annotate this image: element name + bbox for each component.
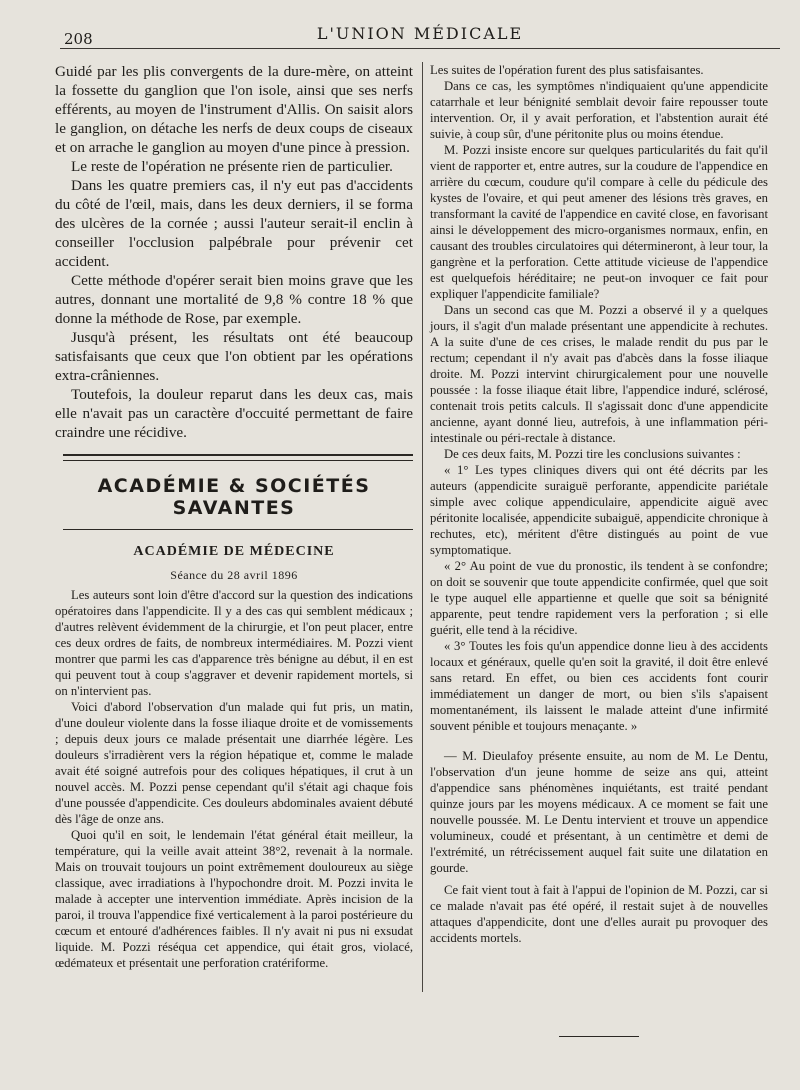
page-number: 208	[64, 30, 93, 48]
paragraph: Toutefois, la douleur reparut dans les deux cas, mais elle n'avait pas un caractère d'occuité permettant de faire craindre une récidive.	[55, 386, 413, 441]
right-column	[430, 62, 768, 1037]
paragraph: Guidé par les plis convergents de la dure-mère, on atteint la fossette du ganglion que l'on isole, ainsi que ses nerfs efférents, au moyen de l'instrument d'Allis. On saisit alors le ganglion, on détache les nerfs de deux coups de ciseaux et on arrache le ganglion au moyen d'une pince à pression.	[55, 63, 413, 156]
running-title: L'UNION MÉDICALE	[316, 24, 524, 43]
paragraph: Dans les quatre premiers cas, il n'y eut pas d'accidents du côté de l'œil, mais, dans les deux derniers, il se forma des ulcères de la cornée ; aussi l'auteur serait-il enclin à conseiller l'occlusion palpébrale pour prévenir cet accident.	[55, 177, 413, 270]
paragraph: — M. Dieulafoy présente ensuite, au nom de M. Le Dentu, l'observation d'un jeune homme de seize ans qui, atteint d'appendice sans phénomènes inquiétants, est traité pendant quinze jours par les moyens médicaux. A ce moment se fait une nouvelle poussée. M. Le Dentu intervient et trouve un appendice volumineux, coudé et présentant, à un centimètre et demi de l'extrémité, un rétrécissement auquel fait suite une dilatation en gourde.	[430, 749, 768, 875]
section-rule	[63, 454, 413, 461]
section-title: ACADÉMIE & SOCIÉTÉS SAVANTES	[97, 475, 371, 519]
paragraph: Le reste de l'opération ne présente rien de particulier.	[71, 158, 393, 175]
paragraph: Cette méthode d'opérer serait bien moins grave que les autres, donnant une mortalité de 9,8 % contre 18 % que donne la méthode de Rose, par exemple.	[55, 272, 413, 327]
paragraph: Les auteurs sont loin d'être d'accord sur la question des indications opératoires dans l'appendicite. Il y a des cas qui semblent médicaux ; d'autres relèvent évidemment de la chirurgie, et l'on peut placer, entre ces deux ordres de faits, de nombreux intermédiaires. M. Pozzi vient montrer que parmi les cas d'apparence très bénigne au début, il en est qui peuvent tout à coup s'aggraver et devenir rapidement mortels, si on n'intervient pas.	[55, 588, 413, 698]
paragraph: Dans un second cas que M. Pozzi a observé il y a quelques jours, il s'agit d'un malade présentant une appendicite à rechutes. A la suite d'une de ces crises, le malade rendit du pus par le rectum; cependant il n'y avait pas d'abcès dans la fosse iliaque droite. M. Pozzi intervint chirurgicalement pour une nouvelle poussée : la fosse iliaque était libre, l'appendice induré, sclérosé, contenait trois petits calculs. Il s'agissait donc d'une appendicite ancienne, ayant donné lieu, autrefois, à une inflammation péri-intestinale ou péri-rectale à distance.	[430, 303, 768, 445]
paragraph: Dans ce cas, les symptômes n'indiquaient qu'une appendicite catarrhale et leur bénignité semblait devoir faire repousser toute intervention. Or, il y avait perforation, et l'abstention aurait été suivie, à coup sûr, d'une péritonite plus ou moins étendue.	[430, 79, 768, 141]
paragraph: « 3° Toutes les fois qu'un appendice donne lieu à des accidents locaux et généraux, quelle qu'en soit la gravité, il doit être enlevé sans retard. En effet, ou bien ces accidents font courir immédiatement un danger de mort, ou bien s'ils s'apaisent momentanément, ils laissent le malade atteint d'une infirmité souvent pénible et toujours menaçante. »	[430, 639, 768, 733]
paragraph: Ce fait vient tout à fait à l'appui de l'opinion de M. Pozzi, car si ce malade n'avait pas été opéré, il restait sujet à de nouvelles attaques d'appendicite, dont une d'elles aurait pu provoquer des accidents mortels.	[430, 883, 768, 945]
paragraph: Quoi qu'il en soit, le lendemain l'état général était meilleur, la température, qui la veille avait atteint 38°2, revenait à la normale. Mais on trouvait toujours un point extrêmement douloureux au siège classique, avec irradiations à l'hypochondre droit. M. Pozzi invita le malade à accepter une intervention immédiate. Après incision de la paroi, il trouva l'appendice fixé verticalement à la paroi postérieure du cœcum et entouré d'adhérences faibles. Il n'y avait ni pus ni exsudat liquide. M. Pozzi réséqua cet appendice, qui était gros, violacé, œdémateux et présentait une perforation cratériforme.	[55, 828, 413, 970]
column-divider	[422, 62, 423, 992]
section-rule-thin	[63, 529, 413, 530]
left-column	[55, 62, 413, 971]
end-rule	[559, 1036, 639, 1037]
paragraph: Les suites de l'opération furent des plus satisfaisantes.	[430, 63, 704, 77]
paragraph: De ces deux faits, M. Pozzi tire les conclusions suivantes :	[444, 447, 741, 461]
paragraph: « 2° Au point de vue du pronostic, ils tendent à se confondre; on doit se souvenir que toute appendicite confirmée, quel que soit le type auquel elle appartienne et quelle que soit sa bénignité apparente, peut tendre rapidement vers la perforation ; si elle guérit, elle tend à la récidive.	[430, 559, 768, 637]
paragraph: Voici d'abord l'observation d'un malade qui fut pris, un matin, d'une douleur violente dans la fosse iliaque droite et de vomissements ; depuis deux jours ce malade présentait une diarrhée légère. Les douleurs s'irradièrent vers la région hépatique et, comme le malade avait été soigné autrefois pour des coliques hépatiques, il crut à un nouvel accès. M. Pozzi pense cependant qu'il s'était agi chaque fois d'une poussée d'appendicite. Ces douleurs abdominales avaient débuté dès l'âge de onze ans.	[55, 700, 413, 826]
sub-section-title: ACADÉMIE DE MÉDECINE	[133, 544, 335, 559]
page-header	[60, 18, 780, 49]
paragraph: Jusqu'à présent, les résultats ont été beaucoup satisfaisants que ceux que l'on obtient par les opérations extra-crâniennes.	[55, 329, 413, 384]
left-bottom-text	[55, 587, 413, 971]
paragraph: « 1° Les types cliniques divers qui ont été décrits par les auteurs (appendicite suraiguë perforante, appendicite pariétale simple avec colique appendiculaire, appendicite aiguë avec péritonite localisée, appendicite subaiguë, appendicite chronique à rechutes, etc), méritent d'être distingués au point de vue symptomatique.	[430, 463, 768, 557]
left-top-text	[55, 62, 413, 442]
session-date: Séance du 28 avril 1896	[170, 568, 298, 582]
paragraph: M. Pozzi insiste encore sur quelques particularités du fait qu'il vient de rapporter et, entre autres, sur la coudure de l'appendice en arrière du cœcum, coudure qu'il compare à celle du pédicule des kystes de l'ovaire, et qui peut amener des lésions très graves, en transformant la cavité de l'appendice en cavité close, en favorisant ainsi le développement des micro-organismes normaux, enfin, en causant des troubles circulatoires qui détermineront, à leur tour, la gangrène et la perforation. Cette attitude vicieuse de l'appendice est quelquefois héréditaire; ne peut-on invoquer ce fait pour expliquer l'appendicite familiale?	[430, 143, 768, 301]
